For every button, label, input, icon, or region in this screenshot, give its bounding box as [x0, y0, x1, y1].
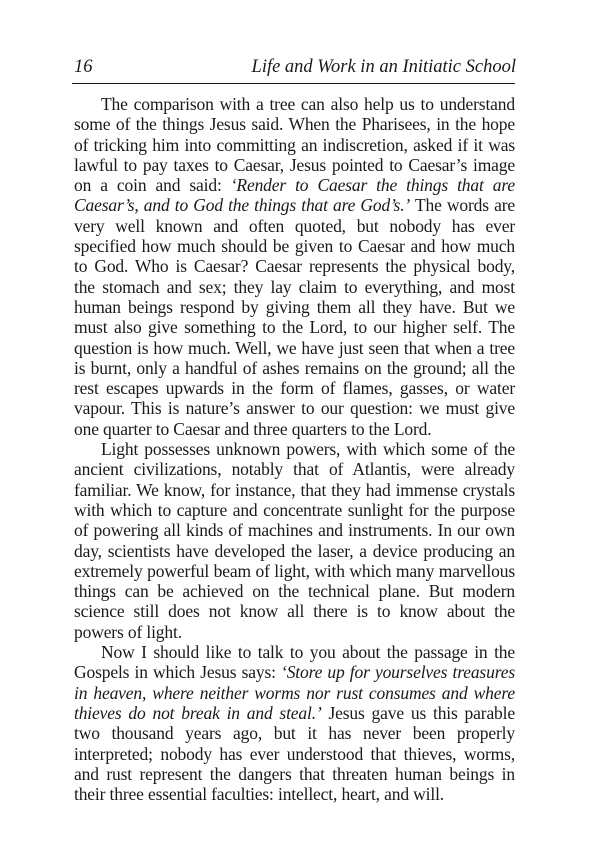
- quotation: ‘Render to Caesar the things that are Caesar’s, and to God the things that are God’s.’: [74, 175, 515, 216]
- page-number: 16: [74, 57, 93, 77]
- paragraph-text: Now I should like to talk to you about the passage in the Gospels in which Jesus says:: [74, 642, 515, 683]
- header-rule: [72, 83, 515, 84]
- paragraph-caesar: [74, 94, 515, 439]
- paragraph-text: The words are very well known and often quoted, but nobody has ever specified how much should be given to Caesar and how much to God. Who is Caesar? Caesar represents the physical body, the stomach and sex; they lay claim to everything, and most human beings respond by giving them all they have. But we must also give something to the Lord, to our higher self. The question is how much. Well, we have just seen that when a tree is burnt, only a handful of ashes remains on the ground; all the rest escapes upwards in the form of flames, gasses, or water vapour. This is nature’s answer to our question: we must give one quarter to Caesar and three quarters to the Lord.: [74, 195, 515, 439]
- paragraph-text: Jesus gave us this parable two thousand years ago, but it has never been properly interpreted; nobody has ever understood that thieves, worms, and rust represent the dangers that threaten human beings in their three essential faculties: intellect, heart, and will.: [74, 702, 515, 805]
- body-text: [74, 94, 515, 804]
- paragraph-light: [74, 439, 515, 642]
- paragraph-text: Light possesses unknown powers, with which some of the ancient civilizations, notably that of Atlantis, were already familiar. We know, for instance, that they had immense crystals with which to capture and concentrate sunlight for the purpose of powering all kinds of machines and instruments. In our own day, scientists have developed the laser, a device producing an extremely powerful beam of light, with which many marvellous things can be achieved on the technical plane. But modern science still does not know all there is to know about the powers of light.: [74, 439, 515, 642]
- paragraph-treasures: [74, 642, 515, 804]
- page-header: [74, 56, 516, 78]
- paragraph-text: The comparison with a tree can also help us to understand some of the things Jesus said. When the Pharisees, in the hope of tricking him into committing an indiscretion, asked if it was lawful to pay taxes to Caesar, Jesus pointed to Caesar’s image on a coin and said:: [74, 94, 515, 196]
- running-title: Life and Work in an Initiatic School: [251, 57, 516, 77]
- quotation: ‘Store up for yourselves treasures in heaven, where neither worms nor rust consumes and where thieves do not break in and steal.’: [74, 662, 515, 723]
